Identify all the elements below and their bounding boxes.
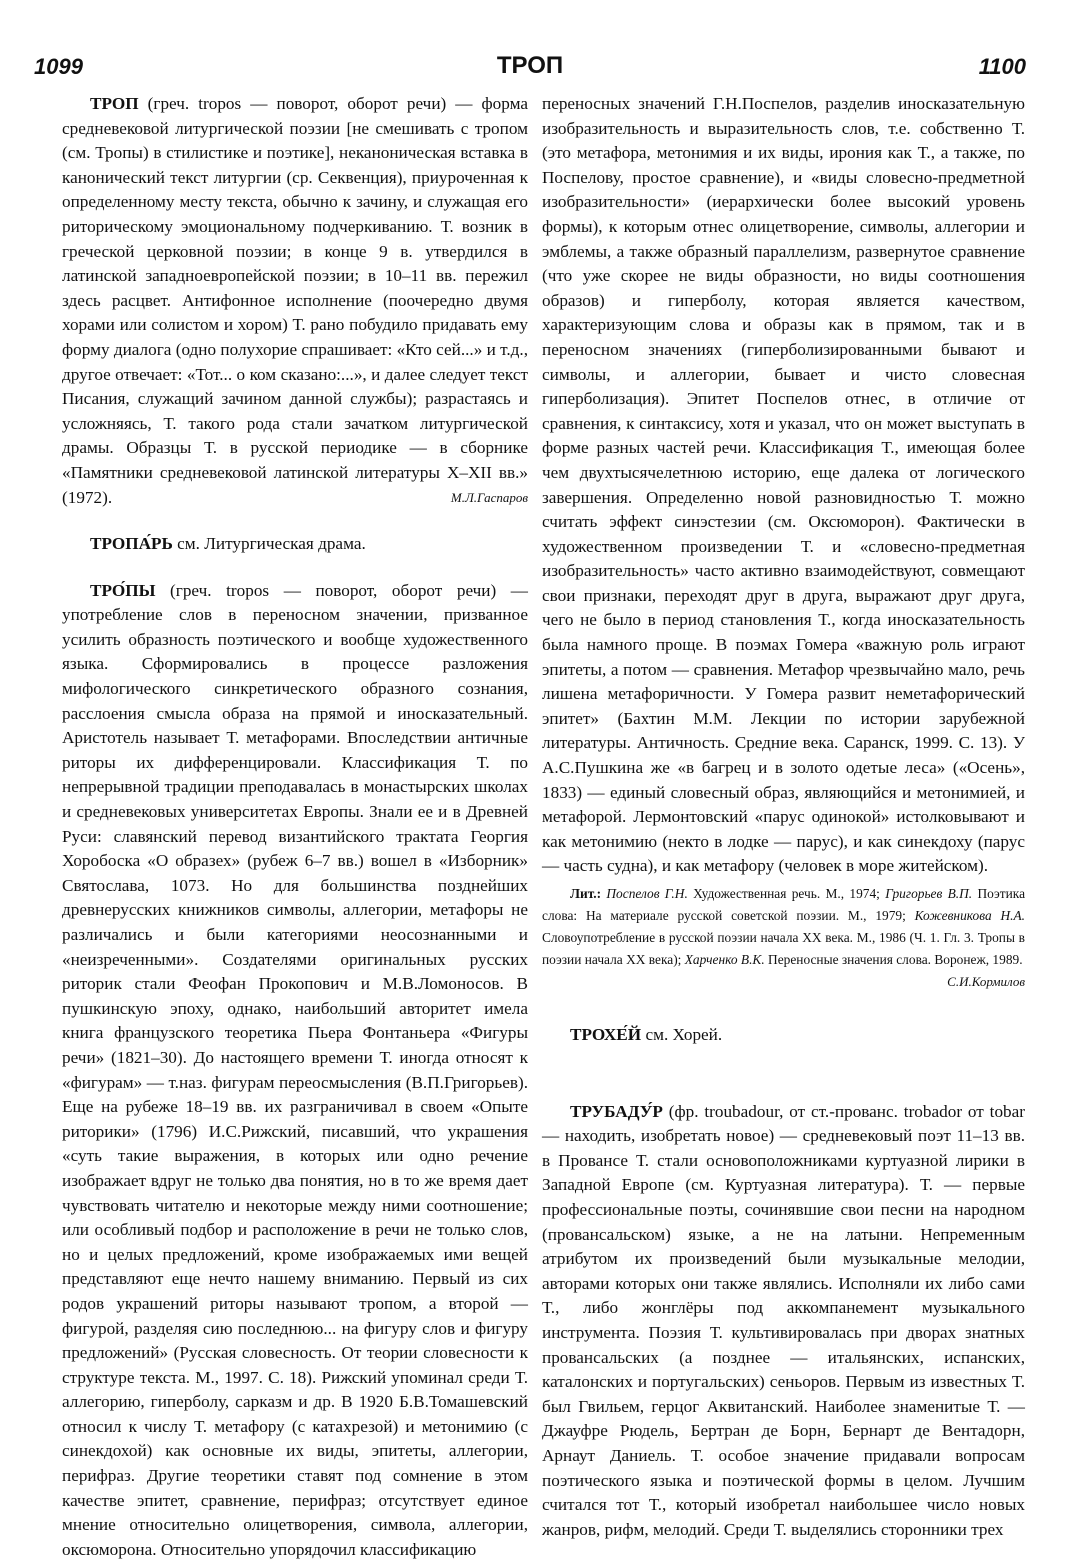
headword: ТРОП [90, 94, 139, 113]
entry-trop [62, 92, 528, 510]
headword: ТРО́ПЫ [90, 580, 156, 600]
entry-tropy-continued [542, 92, 1025, 879]
literature-author: Харченко В.К. [681, 952, 765, 967]
literature-item: Словоупотребление в русской поэзии начала XX века. М., 1986 (Ч. 1. Гл. 3. Тропы в поэзии начала XX века); [542, 930, 1025, 967]
entry-tropar [62, 532, 528, 557]
literature-author: Кожевникова Н.А. [905, 908, 1025, 923]
literature-item: Поэтика слова: На материале русской советской поэзии. М., 1979; [542, 886, 1026, 923]
entry-trohey [542, 1023, 1025, 1048]
headword: ТРУБАДУ́Р [570, 1101, 663, 1121]
author-signature: М.Л.Гаспаров [450, 489, 528, 505]
entry-text: см. Литургическая драма. [172, 534, 366, 554]
literature-author: Григорьев В.П. [879, 886, 973, 901]
left-column [62, 92, 528, 1562]
entry-text: (греч. tropos — поворот, оборот речи) — употребление слов в переносном значении, призванное усилить образность поэтического и вообще художественного языка. Сформировались в процессе разложения мифологического синкретического образного сознания, расслоения смысла образа на прямой и иносказательный. Аристотель называет Т. метафорами. Впоследствии античные риторы их дифференцировали. Классификация Т. по непрерывной традиции преподавалась в монастырских школах и средневековых университетах Европы. Знали ее и в Древней Руси: славянский перевод византийского трактата Георгия Хоробоска «О образех» (рубеж 6–7 вв.) вошел в «Изборник» Святослава, 1073. Но для большинства позднейших древнерусских книжников символы, аллегории, метафоры не различались и были категориями неосознанными и «неизреченными». Создателями оригинальных русских риторик стали Феофан Прокопович и М.В.Ломоносов. В пушкинскую эпоху, однако, наибольший авторитет имела книга французского теоретика Пьера Фонтаньера «Фигуры речи» (1821–30). До настоящего времени Т. иногда относят к «фигурам» — т.наз. фигурам переосмысления (В.П.Григорьев). Еще на рубеже 18–19 вв. их разграничивал в своем «Опыте риторики» (1796) И.С.Рижский, писавший, что украшения «суть такие выражения, в которых или одно речение изображает вдруг не только два понятия, но в то же время дает чувствовать читателю и некоторые между ними соотношение; или особливый подбор и расположение в речи не только слов, но и целых предложений, кроме изображаемых ими вещей представляют еще нечто нашему вниманию. Первый из сих родов украшений риторы называют тропом, а второй — фигурой, разделяя сию последнюю... на фигуру слов и фигуру предложений» (Русская словесность. От теории словесности к структуре текста. М., 1997. С. 18). Рижский упоминал среди Т. аллегорию, гиперболу, сарказм и др. В 1920 Б.В.Томашевский относил к числу Т. метафору (с катахрезой) и метонимию (с синекдохой) как основные их виды, эпитеты, аллегории, перифраз. Другие теоретики ставят под сомнение в этом качестве эпитет, сравнение, перифраз; отсутствует единое мнение относительно олицетворения, символа, аллегории, оксюморона. Относительно упорядочил классификацию [62, 580, 528, 1559]
page-number-left: 1099 [34, 54, 83, 79]
literature-author: Поспелов Г.Н. [601, 886, 688, 901]
page-number-right: 1100 [978, 54, 1026, 79]
entry-text: см. Хорей. [641, 1025, 723, 1044]
entry-tropy [62, 579, 528, 1562]
literature-item: Художественная речь. М., 1974; [687, 886, 880, 901]
right-column [542, 92, 1025, 1542]
page-header [34, 50, 1026, 90]
entry-text: (греч. tropos — поворот, оборот речи) — форма средневековой литургической поэзии [не смешивать с тропом (см. Тропы) в стилистике и поэтике], неканоническая вставка в канонический текст литургии (ср. Секвенция), приуроченная к определенному месту текста, обычно к зачину, и служащая его риторическому эмоциональному подчеркиванию. Т. возник в греческой церковной поэзии; в конце 9 в. утвердился в латинской западноевропейской поэзии; в 10–11 вв. пережил здесь расцвет. Антифонное исполнение (поочередно двумя хорами или солистом и хором) Т. рано побудило придавать ему форму диалога (одно полухорие спрашивает: «Кто сей...» и т.д., другое отвечает: «Тот... о ком сказано:...», и далее следует текст Писания, служащий зачином данной службы); разрастаясь и усложняясь, Т. такого рода стали зачатком литургической драмы. Образцы Т. в русской периодике — в сборнике «Памятники средневековой латинской литературы X–XII вв.» (1972). [62, 94, 528, 507]
entry-text: переносных значений Г.Н.Поспелов, разделив иносказательную изобразительность и выразительность слов, т.е. собственно Т. (это метафора, метонимия и их виды, ирония как Т., а также, по Поспелову, простое сравнение), и «виды словесно-предметной изобразительности» (иерархически более высокий уровень формы), к которым отнес олицетворение, символы, аллегории и эмблемы, а также образный параллелизм, развернутое сравнение (что уже скорее не виды образности, но виды соотношения образов) и гиперболу, которая является качеством, характеризующим слова и образы как в прямом, так и в переносном значениях (гиперболизированными бывают и символы, и аллегории, бывает и чисто словесная гиперболизация). Эпитет Поспелов отнес, в отличие от сравнения, к синтаксису, хотя и указал, что он может выступать в форме разных частей речи. Классификация Т., имеющая более чем двухтысячелетнюю историю, еще далека от логического завершения. Определенно новой разновидностью Т. можно считать эффект синэстезии (см. Оксюморон). Фактически в художественном произведении Т. и «словесно-предметная изобразительность» часто активно взаимодействуют, совмещают свои признаки, переходят друг в друга, выражают друг друга, чего не было в период становления Т., когда иносказательность была намного проще. В поэмах Гомера «важную роль играют эпитеты, а потом — сравнения. Метафор чрезвычайно мало, речь лишена метафоричности. У Гомера развит неметафорический эпитет» (Бахтин М.М. Лекции по истории зарубежной литературы. Античность. Средние века. Саранск, 1999. С. 13). У А.С.Пушкина же «в багрец и в золото одетые леса» («Осень», 1833) — единый словесный образ, являющийся и метонимией, и метафорой. Лермонтовский «парус одинокой» истолковывают и как метонимию (некто в лодке — парус), и как синекдоху (парус — часть судна), и как метафору (человек в море житейском). [542, 94, 1025, 876]
literature-item: Переносные значения слова. Воронеж, 1989. [764, 952, 1023, 967]
headword: ТРОХЕ́Й [570, 1025, 642, 1044]
headword: ТРОПА́РЬ [90, 534, 173, 554]
running-title: ТРОП [496, 52, 564, 79]
entry-trubadur [542, 1100, 1025, 1543]
literature-label: Лит.: [570, 886, 602, 901]
entry-text: (фр. troubadour, от ст.-прованс. trobador от tobar — находить, изобретать новое) — средневековый поэт 11–13 вв. в Провансе Т. стали основоположниками куртуазной лирики в Западной Европе (см. Куртуазная литература). Т. — первые профессиональные поэты, сочинявшие свои песни на народном (провансальском) языке, а не на латыни. Непременным атрибутом их произведений были музыкальные мелодии, авторами которых они также являлись. Исполняли их либо сами Т., либо жонглёры под аккомпанемент музыкального инструмента. Поэзия Т. культивировалась при дворах знатных провансальских (а позднее — итальянских, испанских, каталонских и португальских) сеньоров. Первым из известных Т. был Гвильем, герцог Аквитанский. Наиболее знаменитые Т. — Джауфре Рюдель, Бертран де Борн, Бернарт де Вентадорн, Арнаут Даниель. Т. особое значение придавали вопросам поэтического языка и поэтической формы в целом. Лучшим считался тот Т., который изобретал наибольшее число новых жанров, рифм, мелодий. Среди Т. выделялись сторонники трех [542, 1101, 1025, 1539]
author-signature: С.И.Кормилов [947, 974, 1025, 989]
literature-list [542, 883, 1026, 989]
